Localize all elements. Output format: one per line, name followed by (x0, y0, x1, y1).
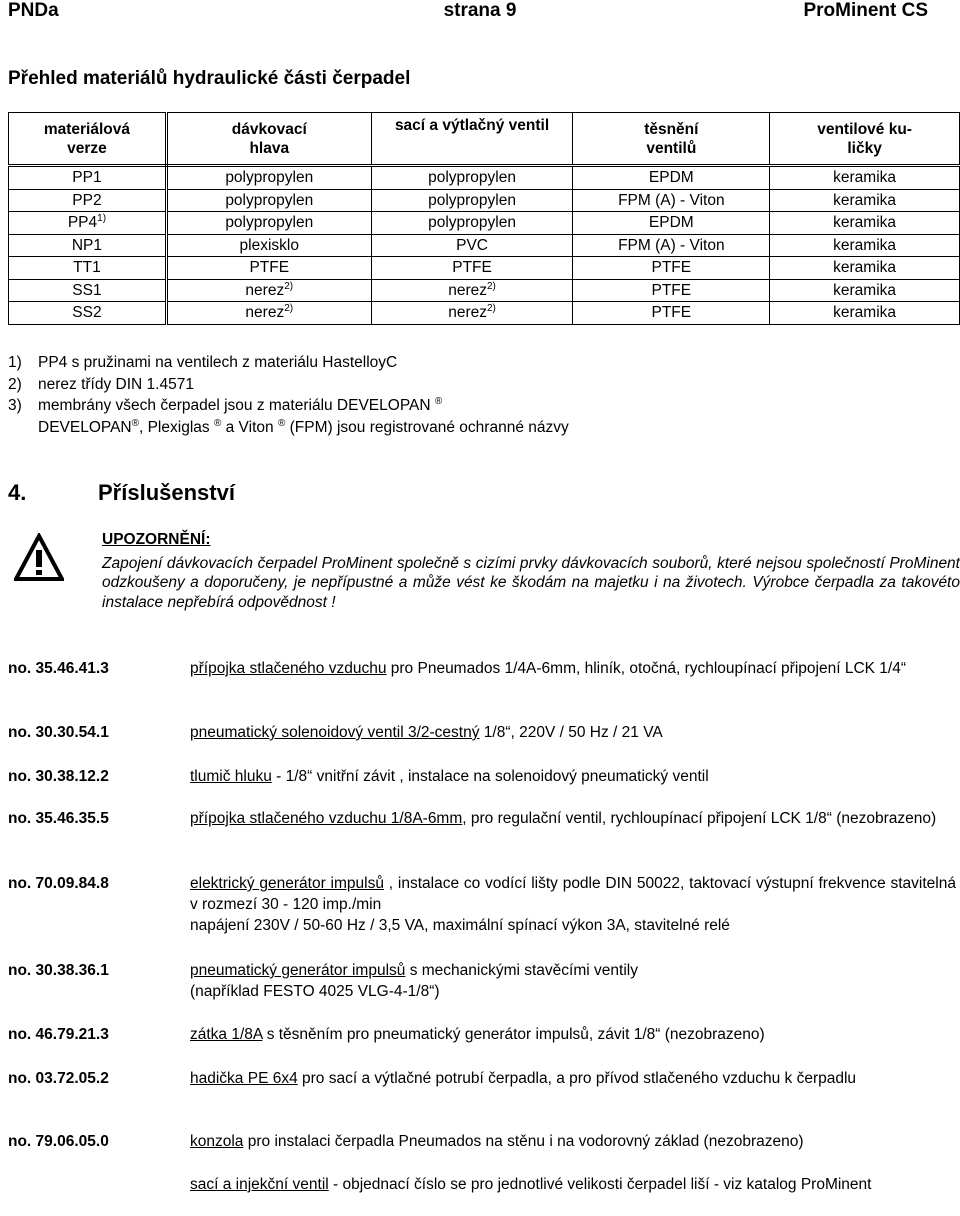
warning-title: UPOZORNĚNÍ: (102, 531, 211, 548)
table-cell: keramika (770, 279, 960, 302)
table-row (9, 279, 960, 302)
order-number: no. 46.79.21.3 (8, 1026, 109, 1043)
accessory-description: elektrický generátor impulsů , instalace co vodící lišty podle DIN 50022, taktovací výstupní frekvence stavitelná v rozmezí 30 - 120 imp./min napájení 230V / 50-60 Hz / 3,5 VA, maximální spínací výkon 3A, stavitelné relé (190, 875, 956, 934)
warning-text: Zapojení dávkovacích čerpadel ProMinent společně s cizími prvky dávkovacích souborů, které nejsou společností ProMinent odzkoušeny a doporučeny, je nepřípustné a může vést ke škodám na majetku i na životech. Výrobce čerpadla za takovéto instalace nepřebírá odpovědnost ! (102, 554, 960, 611)
table-cell: polypropylen (371, 189, 573, 212)
page-number: strana 9 (443, 0, 517, 21)
order-number: no. 03.72.05.2 (8, 1070, 109, 1087)
accessory-item (8, 722, 960, 743)
table-cell: nerez$^{2)}$ (166, 279, 371, 302)
accessory-item (8, 658, 960, 679)
accessory-item (8, 1131, 960, 1152)
order-number: no. 30.38.12.2 (8, 768, 109, 785)
accessory-item (8, 873, 960, 936)
table-cell: PVC (371, 234, 573, 257)
table-cell: PP1 (9, 166, 167, 190)
order-number (8, 1174, 190, 1195)
table-row (9, 257, 960, 280)
accessory-name: přípojka stlačeného vzduchu 1/8A-6mm (190, 810, 463, 827)
table-cell: keramika (770, 257, 960, 280)
table-cell: PTFE (166, 257, 371, 280)
table-row (9, 212, 960, 235)
table-cell: FPM (A) - Viton (573, 234, 770, 257)
accessory-item (8, 1024, 960, 1045)
accessory-item (8, 1174, 960, 1195)
warning-triangle-icon (14, 533, 64, 583)
table-row (9, 234, 960, 257)
accessory-item (8, 808, 960, 829)
table-cell: plexisklo (166, 234, 371, 257)
column-header: materiálová verze (9, 113, 167, 166)
table-cell: PP2 (9, 189, 167, 212)
table-cell: PP4$^{1)}$ (9, 212, 167, 235)
accessory-name: hadička PE 6x4 (190, 1070, 298, 1087)
footnote: 2) nerez třídy DIN 1.4571 (8, 375, 194, 393)
accessory-description: konzola pro instalaci čerpadla Pneumados na stěnu i na vodorovný základ (nezobrazeno) (190, 1133, 804, 1150)
page-title: Přehled materiálů hydraulické části čerpadel (8, 68, 411, 89)
table-row (9, 189, 960, 212)
table-cell: keramika (770, 234, 960, 257)
table-row (9, 302, 960, 325)
table-cell: nerez$^{2)}$ (371, 302, 573, 325)
accessory-description: přípojka stlačeného vzduchu 1/8A-6mm, pro regulační ventil, rychloupínací připojení LCK 1/8“ (nezobrazeno) (190, 810, 937, 827)
table-cell: NP1 (9, 234, 167, 257)
accessory-item (8, 960, 960, 1002)
order-number: no. 30.30.54.1 (8, 724, 109, 741)
accessory-name: tlumič hluku (190, 768, 272, 785)
table-cell: PTFE (573, 257, 770, 280)
table-cell: SS1 (9, 279, 167, 302)
table-cell: EPDM (573, 212, 770, 235)
header-doc-id: PNDa (8, 0, 59, 21)
table-cell: PTFE (371, 257, 573, 280)
table-cell: keramika (770, 166, 960, 190)
warning-box (102, 530, 960, 612)
order-number: no. 35.46.41.3 (8, 660, 109, 677)
materials-table (8, 112, 960, 325)
table-cell: polypropylen (166, 189, 371, 212)
table-cell: EPDM (573, 166, 770, 190)
accessory-name: přípojka stlačeného vzduchu (190, 660, 387, 677)
order-number: no. 79.06.05.0 (8, 1133, 109, 1150)
accessory-name: sací a injekční ventil (190, 1176, 329, 1193)
table-cell: nerez$^{2)}$ (166, 302, 371, 325)
accessory-item (8, 766, 960, 787)
accessory-description: pneumatický solenoidový ventil 3/2-cestný 1/8“, 220V / 50 Hz / 21 VA (190, 724, 663, 741)
accessory-name: pneumatický solenoidový ventil 3/2-cestný (190, 724, 480, 741)
table-cell: nerez$^{2)}$ (371, 279, 573, 302)
table-cell: SS2 (9, 302, 167, 325)
table-cell: PTFE (573, 279, 770, 302)
table-cell: keramika (770, 189, 960, 212)
accessory-name: zátka 1/8A (190, 1026, 263, 1043)
accessory-name: konzola (190, 1133, 244, 1150)
order-number: no. 70.09.84.8 (8, 875, 109, 892)
accessory-description: tlumič hluku - 1/8“ vnitřní závit , instalace na solenoidový pneumatický ventil (190, 768, 709, 785)
column-header: sací a výtlačný ventil (371, 113, 573, 166)
table-cell: TT1 (9, 257, 167, 280)
table-cell: polypropylen (166, 212, 371, 235)
order-number: no. 35.46.35.5 (8, 810, 109, 827)
accessory-description: hadička PE 6x4 pro sací a výtlačné potrubí čerpadla, a pro přívod stlačeného vzduchu k čerpadlu (190, 1070, 857, 1087)
table-cell: keramika (770, 302, 960, 325)
table-header-row (9, 113, 960, 166)
column-header: dávkovací hlava (166, 113, 371, 166)
accessory-description: zátka 1/8A s těsněním pro pneumatický generátor impulsů, závit 1/8“ (nezobrazeno) (190, 1026, 765, 1043)
header-company: ProMinent CS (803, 0, 928, 21)
column-header: ventilové ku- ličky (770, 113, 960, 166)
accessory-name: pneumatický generátor impulsů (190, 962, 406, 979)
table-cell: polypropylen (371, 212, 573, 235)
table-row (9, 166, 960, 190)
accessory-description: přípojka stlačeného vzduchu pro Pneumados 1/4A-6mm, hliník, otočná, rychloupínací připojení LCK 1/4“ (190, 660, 906, 677)
footnotes (8, 352, 938, 438)
order-number: no. 30.38.36.1 (8, 962, 109, 979)
footnote: 3) membrány všech čerpadel jsou z materiálu DEVELOPAN ® (8, 396, 443, 414)
accessory-description: sací a injekční ventil - objednací číslo se pro jednotlivé velikosti čerpadel liší - viz katalog ProMinent (190, 1176, 872, 1193)
section-heading: 4. Příslušenství (8, 480, 235, 505)
accessory-name: elektrický generátor impulsů (190, 875, 384, 892)
table-cell: polypropylen (166, 166, 371, 190)
accessory-description: pneumatický generátor impulsů s mechanickými stavěcími ventily (například FESTO 4025 VLG-4-1/8“) (190, 962, 638, 1000)
footnote: 1) PP4 s pružinami na ventilech z materiálu HastelloyC (8, 354, 398, 371)
table-cell: polypropylen (371, 166, 573, 190)
table-cell: FPM (A) - Viton (573, 189, 770, 212)
table-cell: keramika (770, 212, 960, 235)
footnote: DEVELOPAN®, Plexiglas ® a Viton ® (FPM) jsou registrované ochranné názvy (38, 417, 569, 436)
table-cell: PTFE (573, 302, 770, 325)
column-header: těsnění ventilů (573, 113, 770, 166)
accessory-item (8, 1068, 960, 1089)
